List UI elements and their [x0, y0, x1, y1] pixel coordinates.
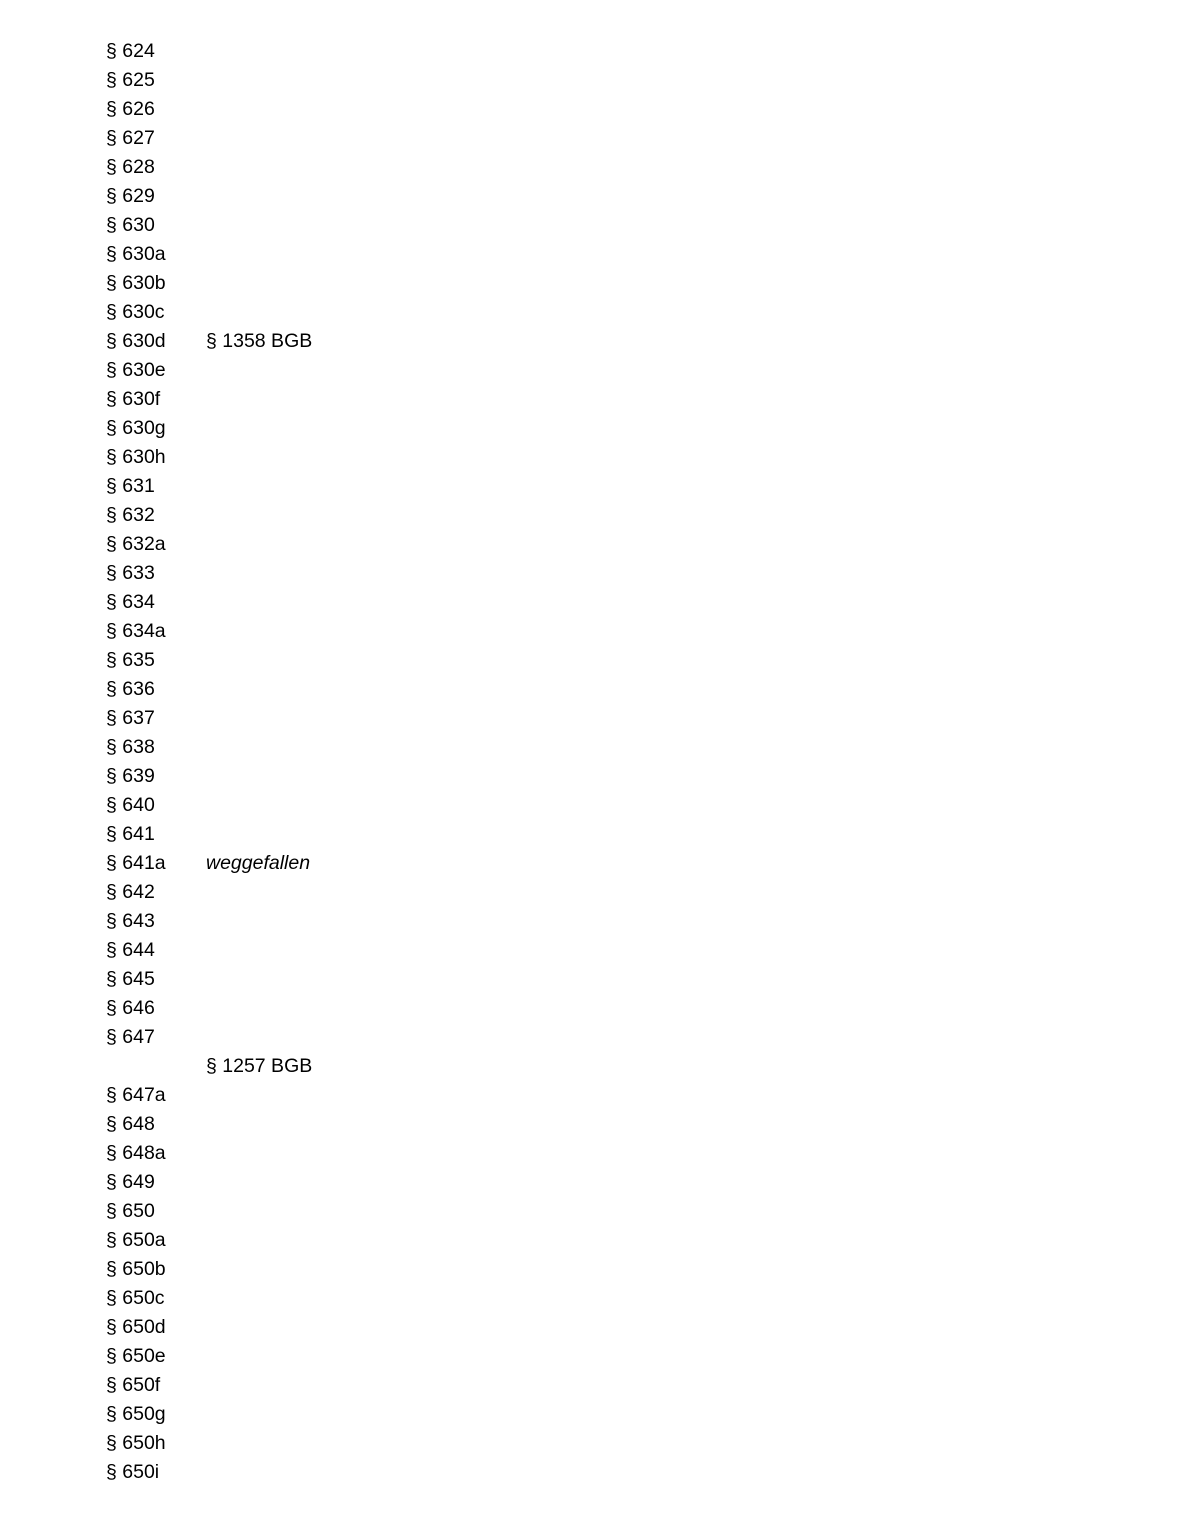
section-number: § 650h [106, 1432, 166, 1454]
section-note [206, 95, 806, 124]
section-note [206, 588, 806, 617]
section-note [206, 1429, 806, 1458]
section-note [206, 182, 806, 211]
section-note: § 1257 BGB [206, 1055, 313, 1077]
section-number: § 650 [106, 1200, 155, 1222]
section-number: § 630a [106, 243, 166, 265]
section-number: § 650b [106, 1258, 166, 1280]
section-note [206, 1400, 806, 1429]
section-note [206, 907, 806, 936]
section-number: § 630g [106, 417, 166, 439]
section-note [206, 1284, 806, 1313]
table-row [106, 791, 806, 820]
section-note [206, 617, 806, 646]
section-number: § 641a [106, 852, 166, 874]
table-row [106, 1342, 806, 1371]
section-note [206, 936, 806, 965]
table-row [106, 704, 806, 733]
section-number: § 650c [106, 1287, 165, 1309]
table-row [106, 182, 806, 211]
table-row [106, 675, 806, 704]
section-note [206, 1342, 806, 1371]
section-number: § 649 [106, 1171, 155, 1193]
table-row [106, 269, 806, 298]
section-note [206, 443, 806, 472]
table-row [106, 414, 806, 443]
section-number: § 633 [106, 562, 155, 584]
table-row [106, 1400, 806, 1429]
section-number: § 638 [106, 736, 155, 758]
section-note [206, 211, 806, 240]
table-row [106, 1023, 806, 1052]
table-row [106, 762, 806, 791]
section-note [206, 675, 806, 704]
section-note [206, 66, 806, 95]
section-note [206, 1139, 806, 1168]
section-number: § 641 [106, 823, 155, 845]
section-note [206, 530, 806, 559]
section-number: § 625 [106, 69, 155, 91]
table-row [106, 936, 806, 965]
table-row [106, 1458, 806, 1487]
section-number: § 628 [106, 156, 155, 178]
section-note [206, 472, 806, 501]
section-note [206, 414, 806, 443]
section-number: § 624 [106, 40, 155, 62]
table-row [106, 37, 806, 66]
table-row [106, 994, 806, 1023]
section-note [206, 1023, 806, 1052]
table-row [106, 298, 806, 327]
table-row [106, 443, 806, 472]
table-row [106, 1052, 806, 1081]
section-note [206, 1458, 806, 1487]
section-number: § 636 [106, 678, 155, 700]
section-number: § 646 [106, 997, 155, 1019]
table-row [106, 153, 806, 182]
table-row [106, 211, 806, 240]
table-row [106, 646, 806, 675]
section-note [206, 994, 806, 1023]
table-row [106, 559, 806, 588]
table-row [106, 385, 806, 414]
table-row [106, 588, 806, 617]
section-note [206, 269, 806, 298]
section-number: § 650d [106, 1316, 166, 1338]
table-row [106, 356, 806, 385]
table-row [106, 965, 806, 994]
section-note [206, 1226, 806, 1255]
table-row [106, 1226, 806, 1255]
section-note [206, 356, 806, 385]
section-note [206, 501, 806, 530]
section-number: § 635 [106, 649, 155, 671]
table-row [106, 733, 806, 762]
table-row [106, 1371, 806, 1400]
section-number: § 634a [106, 620, 166, 642]
section-number: § 632 [106, 504, 155, 526]
section-note [206, 762, 806, 791]
table-row [106, 501, 806, 530]
table-row [106, 617, 806, 646]
section-note [206, 240, 806, 269]
section-number: § 626 [106, 98, 155, 120]
section-note [206, 820, 806, 849]
table-row [106, 1284, 806, 1313]
section-table [106, 37, 806, 1487]
section-note [206, 1197, 806, 1226]
section-number: § 630b [106, 272, 166, 294]
table-row [106, 849, 806, 878]
table-row [106, 95, 806, 124]
section-note [206, 1110, 806, 1139]
section-note [206, 1313, 806, 1342]
table-row [106, 1081, 806, 1110]
section-note [206, 559, 806, 588]
section-number: § 647 [106, 1026, 155, 1048]
section-note: weggefallen [206, 852, 311, 874]
section-note [206, 37, 806, 66]
table-row [106, 1110, 806, 1139]
table-row [106, 66, 806, 95]
section-number: § 643 [106, 910, 155, 932]
section-note [206, 791, 806, 820]
section-note [206, 124, 806, 153]
section-note [206, 1255, 806, 1284]
section-note [206, 385, 806, 414]
section-number: § 629 [106, 185, 155, 207]
table-row [106, 1255, 806, 1284]
table-row [106, 907, 806, 936]
table-row [106, 472, 806, 501]
section-number: § 630d [106, 330, 166, 352]
table-row [106, 1429, 806, 1458]
section-number: § 645 [106, 968, 155, 990]
section-note [206, 878, 806, 907]
section-number: § 639 [106, 765, 155, 787]
section-number: § 647a [106, 1084, 166, 1106]
section-number: § 650i [106, 1461, 160, 1483]
section-note [206, 646, 806, 675]
table-row [106, 1313, 806, 1342]
section-number: § 630e [106, 359, 166, 381]
section-number: § 630h [106, 446, 166, 468]
section-note: § 1358 BGB [206, 330, 313, 352]
section-number [106, 1052, 206, 1081]
table-row [106, 530, 806, 559]
table-row [106, 327, 806, 356]
section-number: § 650e [106, 1345, 166, 1367]
section-note [206, 1371, 806, 1400]
section-note [206, 704, 806, 733]
section-note [206, 1168, 806, 1197]
section-number: § 650a [106, 1229, 166, 1251]
section-number: § 630c [106, 301, 165, 323]
section-note [206, 1081, 806, 1110]
table-row [106, 1168, 806, 1197]
section-number: § 648a [106, 1142, 166, 1164]
section-number: § 627 [106, 127, 155, 149]
section-number: § 630f [106, 388, 161, 410]
section-note [206, 733, 806, 762]
table-row [106, 240, 806, 269]
section-number: § 650f [106, 1374, 161, 1396]
table-row [106, 820, 806, 849]
section-number: § 630 [106, 214, 155, 236]
table-row [106, 124, 806, 153]
section-note [206, 153, 806, 182]
table-row [106, 1139, 806, 1168]
section-number: § 634 [106, 591, 155, 613]
section-number: § 644 [106, 939, 155, 961]
section-number: § 648 [106, 1113, 155, 1135]
section-note [206, 965, 806, 994]
section-number: § 650g [106, 1403, 166, 1425]
section-number: § 637 [106, 707, 155, 729]
section-number: § 642 [106, 881, 155, 903]
table-row [106, 878, 806, 907]
section-number: § 640 [106, 794, 155, 816]
section-note [206, 298, 806, 327]
section-number: § 632a [106, 533, 166, 555]
section-number: § 631 [106, 475, 155, 497]
table-row [106, 1197, 806, 1226]
